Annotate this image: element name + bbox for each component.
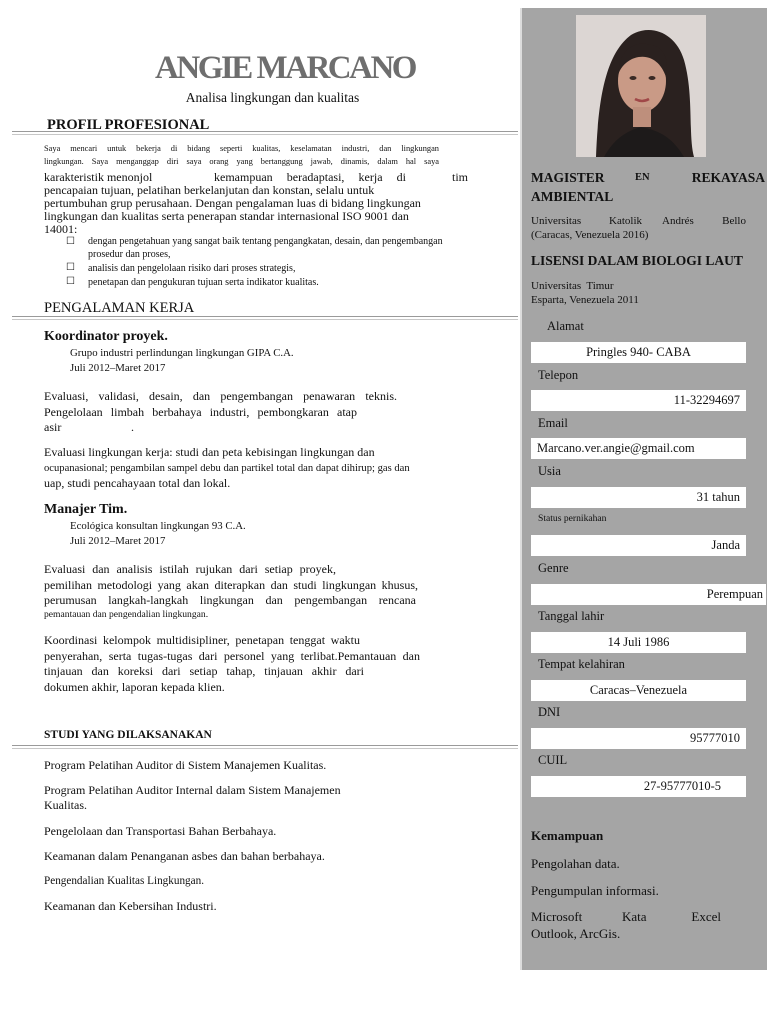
job-desc-line: ocupanasional; pengambilan sampel debu dan partikel total dan dapat dihirup; gas dan [44, 463, 410, 474]
profile-bullet: prosedur dan proses, [88, 249, 171, 260]
job-title: Manajer Tim. [44, 502, 128, 517]
resume-tagline: Analisa lingkungan dan kualitas [185, 90, 360, 105]
job-desc-line: uap, studi pencahayaan total dan lokal. [44, 476, 231, 490]
profile-bullet: dengan pengetahuan yang sangat baik tentang pengangkatan, desain, dan pengembangan [88, 236, 443, 247]
job-desc-line: dokumen akhir, laporan kepada klien. [44, 680, 225, 694]
field-label-dni: DNI [538, 705, 561, 719]
study-item: Kualitas. [44, 798, 87, 812]
job-dates: Juli 2012–Maret 2017 [70, 535, 166, 547]
bullet-box-icon: ☐ [66, 236, 75, 247]
bullet-box-icon: ☐ [66, 262, 75, 273]
profile-heading: PROFIL PROFESIONAL [47, 117, 210, 133]
profile-line: karakteristik menonjol kemampuan beradaptasi, kerja di tim [44, 170, 469, 184]
cuil-field[interactable]: 27-95777010-5 [531, 776, 746, 797]
field-label-birth-place: Tempat kelahiran [538, 657, 625, 671]
job-desc-line: pemilihan metodologi yang akan diterapkan dan studi lingkungan khusus, [44, 578, 418, 592]
phone-field[interactable]: 11-32294697 [531, 390, 746, 411]
section-divider [12, 316, 518, 320]
studies-heading: STUDI YANG DILAKSANAKAN [44, 729, 212, 741]
degree-place: Esparta, Venezuela 2011 [531, 294, 639, 306]
section-divider [12, 745, 518, 749]
marital-status-field[interactable]: Janda [531, 535, 746, 556]
job-company: Grupo industri perlindungan lingkungan GIPA C.A. [70, 347, 294, 359]
study-item: Keamanan dan Kebersihan Industri. [44, 899, 217, 913]
field-label-gender: Genre [538, 561, 569, 575]
study-item: Keamanan dalam Penanganan asbes dan bahan berbahaya. [44, 849, 325, 863]
study-item: Program Pelatihan Auditor Internal dalam Sistem Manajemen [44, 783, 341, 797]
age-field[interactable]: 31 tahun [531, 487, 746, 508]
job-desc-line: Evaluasi lingkungan kerja: studi dan peta kebisingan lingkungan dan [44, 445, 375, 459]
field-label-phone: Telepon [538, 368, 579, 382]
experience-heading: PENGALAMAN KERJA [44, 300, 195, 316]
field-label-marital-status: Status pernikahan [538, 513, 607, 524]
degree-title: LISENSI DALAM BIOLOGI LAUT [531, 253, 743, 268]
field-label-birth-date: Tanggal lahir [538, 609, 605, 623]
degree-school: Universitas Timur [531, 280, 614, 292]
skill-item: Pengolahan data. [531, 856, 620, 871]
resume-name: ANGIE MARCANO [155, 50, 415, 86]
skill-item: Outlook, ArcGis. [531, 926, 621, 941]
profile-line: 14001: [44, 222, 78, 236]
profile-line: lingkungan. Saya menganggap diri saya orang yang bertanggung jawab, dinamis, dalam hal saya [44, 157, 439, 166]
job-desc-line: penyerahan, serta tugas-tugas dari personel yang terlibat.Pemantauan dan [44, 649, 420, 663]
profile-line: pertumbuhan grup perusahaan. Dengan pengalaman luas di bidang lingkungan [44, 196, 421, 210]
study-item: Pengendalian Kualitas Lingkungan. [44, 875, 205, 887]
email-field[interactable]: Marcano.ver.angie@gmail.com [531, 438, 746, 459]
field-label-email: Email [538, 416, 568, 430]
gender-field[interactable]: Perempuan [531, 584, 766, 605]
study-item: Program Pelatihan Auditor di Sistem Manajemen Kualitas. [44, 758, 327, 772]
job-desc-line: . [131, 420, 134, 434]
profile-line: lingkungan dan kualitas serta penerapan standar internasional ISO 9001 dan [44, 209, 409, 223]
job-desc-line: pemantauan dan pengendalian lingkungan. [44, 609, 209, 620]
degree-title: MAGISTER EN REKAYASA [531, 170, 765, 185]
bullet-box-icon: ☐ [66, 276, 75, 287]
job-desc-line: asir [44, 420, 62, 434]
birth-place-field[interactable]: Caracas–Venezuela [531, 680, 746, 701]
skills-heading: Kemampuan [531, 828, 604, 843]
profile-photo-image [576, 15, 706, 157]
degree-school: Universitas Katolik Andrés Bello [531, 215, 746, 227]
job-title: Koordinator proyek. [44, 329, 168, 344]
job-desc-line: Evaluasi, validasi, desain, dan pengembangan penawaran teknis. [44, 389, 397, 403]
degree-title: AMBIENTAL [531, 189, 614, 204]
study-item: Pengelolaan dan Transportasi Bahan Berbahaya. [44, 824, 277, 838]
job-company: Ecológica konsultan lingkungan 93 C.A. [70, 520, 246, 532]
profile-bullet: penetapan dan pengukuran tujuan serta indikator kualitas. [88, 277, 319, 288]
birth-date-field[interactable]: 14 Juli 1986 [531, 632, 746, 653]
job-desc-line: perumusan langkah-langkah lingkungan dan pengembangan rencana [44, 593, 416, 607]
profile-line: pencapaian tujuan, pelatihan berkelanjutan dan konstan, selalu untuk [44, 183, 375, 197]
field-label-age: Usia [538, 464, 561, 478]
degree-place: (Caracas, Venezuela 2016) [531, 229, 649, 241]
profile-line: Saya mencari untuk bekerja di bidang seperti kualitas, keselamatan industri, dan lingkungan [44, 144, 439, 153]
job-desc-line: tinjauan dan koreksi dari setiap tahap, tinjauan akhir dari [44, 664, 364, 678]
profile-photo [576, 15, 706, 157]
field-label-cuil: CUIL [538, 753, 568, 767]
job-dates: Juli 2012–Maret 2017 [70, 362, 166, 374]
address-field[interactable]: Pringles 940- CABA [531, 342, 746, 363]
job-desc-line: Pengelolaan limbah berbahaya industri, pembongkaran atap [44, 405, 357, 419]
field-label-address: Alamat [547, 319, 584, 333]
section-divider [12, 131, 518, 135]
profile-bullet: analisis dan pengelolaan risiko dari proses strategis, [88, 263, 296, 274]
dni-field[interactable]: 95777010 [531, 728, 746, 749]
skill-item: Microsoft Kata Excel [531, 909, 721, 924]
job-desc-line: Evaluasi dan analisis istilah rujukan dari setiap proyek, [44, 562, 336, 576]
job-desc-line: Koordinasi kelompok multidisipliner, penetapan tenggat waktu [44, 633, 360, 647]
skill-item: Pengumpulan informasi. [531, 883, 659, 898]
